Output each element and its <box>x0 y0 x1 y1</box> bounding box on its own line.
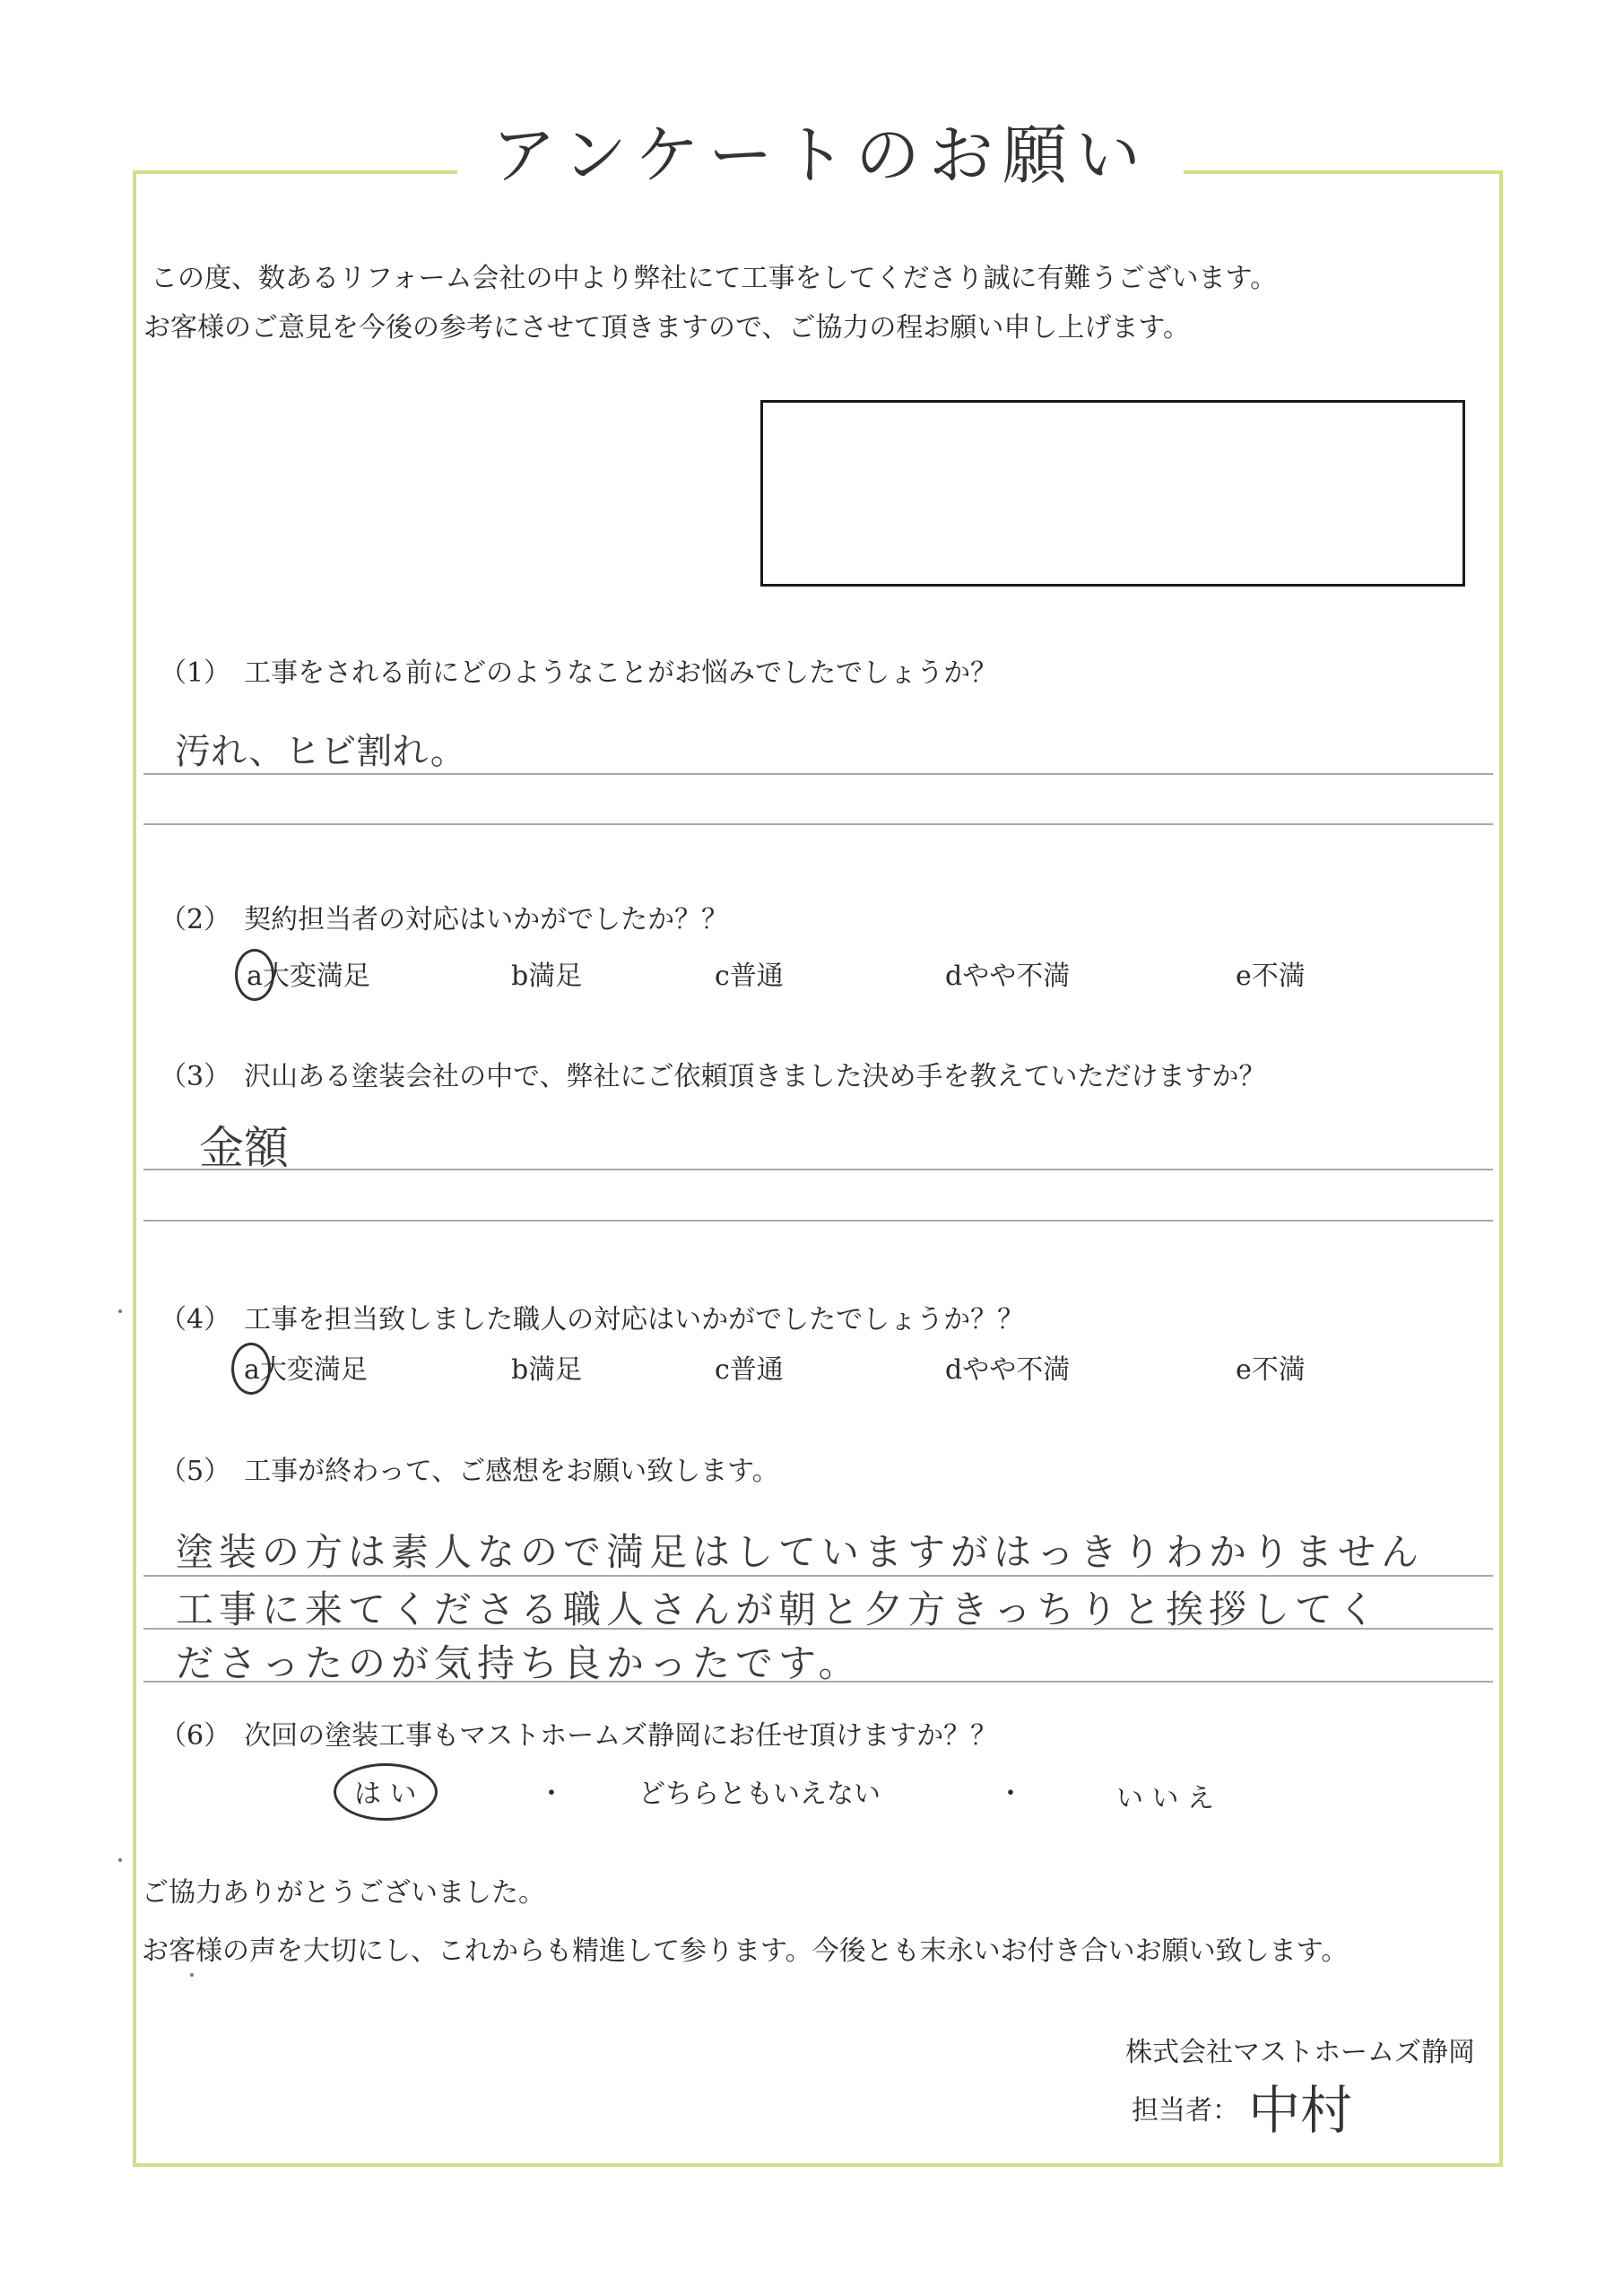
q4-option-d: dやや不満 <box>945 1354 1071 1386</box>
q2-option-e: e不満 <box>1236 961 1306 992</box>
q6-option-yes: は い <box>354 1779 417 1810</box>
answer-5-line-1: 塗装の方は素人なので満足はしていますがはっきりわかりません <box>176 1530 1425 1574</box>
q2-option-d: dやや不満 <box>945 961 1071 992</box>
q4-option-b: b満足 <box>511 1354 583 1386</box>
q6-option-no: い い え <box>1116 1783 1215 1814</box>
closing-line-1: ご協力ありがとうございました。 <box>142 1877 545 1909</box>
answer-5-line-3: ださったのが気持ち良かったです。 <box>176 1641 862 1685</box>
q4-option-a: a大変満足 <box>244 1354 368 1386</box>
q2-option-a: a大変満足 <box>247 961 370 992</box>
separator-dot: ・ <box>538 1779 565 1810</box>
answer-line <box>143 1575 1493 1577</box>
answer-line <box>143 1628 1493 1630</box>
q4-option-c: c普通 <box>715 1354 784 1386</box>
company-name: 株式会社マストホームズ静岡 <box>1125 2037 1475 2068</box>
answer-line <box>143 773 1493 775</box>
answer-line <box>143 823 1493 825</box>
question-3: （3） 沢山ある塗装会社の中で、弊社にご依頼頂きました決め手を教えていただけますか？ <box>160 1061 1266 1092</box>
question-4: （4） 工事を担当致しました職人の対応はいかがでしたでしょうか？？ <box>160 1304 1025 1335</box>
q2-option-c: c普通 <box>715 961 784 992</box>
staff-signature: 中村 <box>1248 2080 1353 2141</box>
question-2: （2） 契約担当者の対応はいかがでしたか？？ <box>160 904 729 935</box>
question-1: （1） 工事をされる前にどのようなことがお悩みでしたでしょうか？ <box>160 657 998 689</box>
question-5: （5） 工事が終わって、ご感想をお願い致します。 <box>160 1456 779 1487</box>
intro-line-2: お客様のご意見を今後の参考にさせて頂きますので、ご協力の程お願い申し上げます。 <box>143 312 1190 344</box>
answer-line <box>143 1681 1493 1683</box>
closing-line-2: お客様の声を大切にし、これからも精進して参ります。今後とも末永いお付き合いお願い致します。 <box>142 1935 1349 1967</box>
answer-1: 汚れ、ヒビ割れ。 <box>175 731 466 772</box>
q2-option-b: b満足 <box>511 961 583 992</box>
margin-mark <box>190 1973 194 1977</box>
customer-name-box <box>760 400 1465 587</box>
separator-dot: ・ <box>997 1779 1024 1810</box>
intro-line-1: この度、数あるリフォーム会社の中より弊社にて工事をしてくださり誠に有難うございます。 <box>151 263 1278 294</box>
answer-line <box>143 1220 1493 1222</box>
answer-line <box>143 1169 1493 1170</box>
answer-5-line-2: 工事に来てくださる職人さんが朝と夕方きっちりと挨拶してく <box>176 1587 1382 1631</box>
margin-mark <box>118 1309 122 1313</box>
q4-option-e: e不満 <box>1236 1354 1306 1386</box>
answer-3: 金額 <box>199 1122 289 1174</box>
margin-mark <box>118 1858 122 1862</box>
page-title: アンケートのお願い <box>457 106 1184 204</box>
staff-label: 担当者： <box>1132 2095 1239 2126</box>
question-6: （6） 次回の塗装工事もマストホームズ静岡にお任せ頂けますか？？ <box>160 1720 998 1752</box>
q6-option-neither: どちらともいえない <box>638 1779 881 1810</box>
